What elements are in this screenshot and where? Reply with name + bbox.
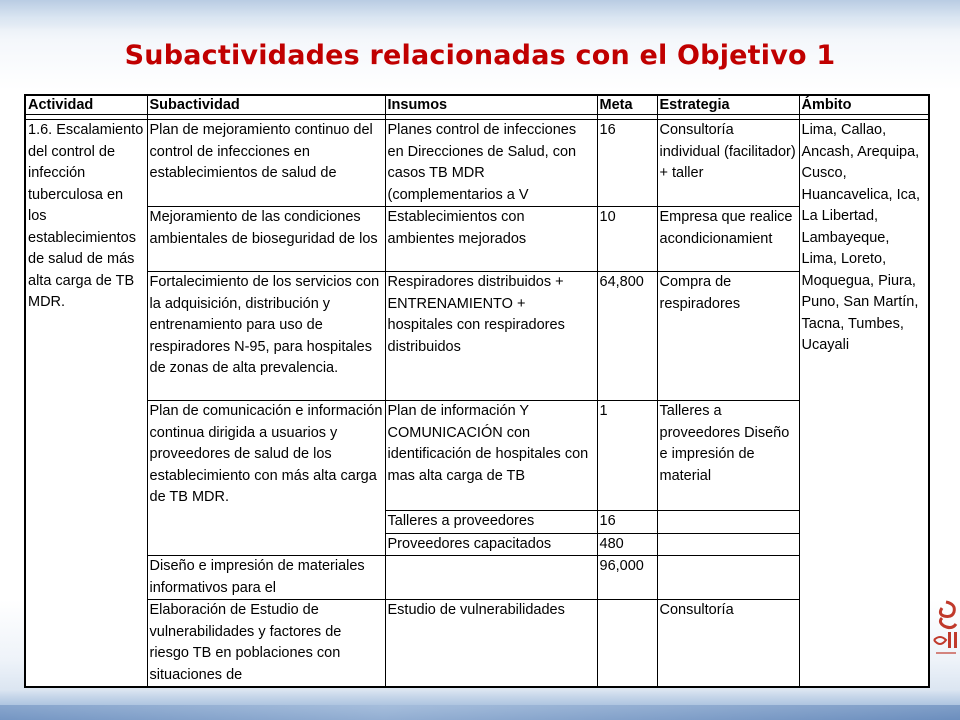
meta-cell: 480 — [597, 533, 657, 556]
table-header-row — [25, 95, 929, 115]
meta-cell: 16 — [597, 120, 657, 207]
insumos-cell: Proveedores capacitados — [385, 533, 597, 556]
meta-cell: 1 — [597, 401, 657, 511]
estrategia-cell — [657, 533, 799, 556]
table-row — [25, 600, 929, 688]
estrategia-cell: Consultoría individual (facilitador) + taller — [657, 120, 799, 207]
bottom-decorative-stripe — [0, 705, 960, 720]
table-row — [25, 401, 929, 511]
subactividad-cell: Plan de mejoramiento continuo del control de infecciones en establecimientos de salud de — [147, 120, 385, 207]
estrategia-cell — [657, 556, 799, 600]
table-row — [25, 556, 929, 600]
estrategia-cell — [657, 511, 799, 534]
subactividad-cell: Mejoramiento de las condiciones ambientales de bioseguridad de los — [147, 207, 385, 272]
header-meta: Meta — [597, 95, 657, 115]
estrategia-cell: Talleres a proveedores Diseño e impresión de material — [657, 401, 799, 511]
ambito-cell: Lima, Callao, Ancash, Arequipa, Cusco, Huancavelica, Ica, La Libertad, Lambayeque, Lima, Loreto, Moquegua, Piura, Puno, San Martín, Tacna, Tumbes, Ucayali — [799, 120, 929, 688]
insumos-cell — [385, 556, 597, 600]
insumos-cell: Respiradores distribuidos + ENTRENAMIENTO + hospitales con respiradores distribuidos — [385, 272, 597, 401]
header-estrategia: Estrategia — [657, 95, 799, 115]
meta-cell: 16 — [597, 511, 657, 534]
insumos-cell: Establecimientos con ambientes mejorados — [385, 207, 597, 272]
insumos-cell: Plan de información Y COMUNICACIÓN con identificación de hospitales con mas alta carga de TB — [385, 401, 597, 511]
estrategia-cell: Compra de respiradores — [657, 272, 799, 401]
subactivities-table — [24, 94, 930, 688]
table-row — [25, 272, 929, 401]
partial-logo-icon — [928, 596, 960, 680]
meta-cell — [597, 600, 657, 688]
insumos-cell: Planes control de infecciones en Direcciones de Salud, con casos TB MDR (complementarios a V — [385, 120, 597, 207]
meta-cell: 10 — [597, 207, 657, 272]
subactividad-cell: Diseño e impresión de materiales informativos para el — [147, 556, 385, 600]
subactividad-cell: Elaboración de Estudio de vulnerabilidades y factores de riesgo TB en poblaciones con situaciones de — [147, 600, 385, 688]
header-ambito: Ámbito — [799, 95, 929, 115]
subactividad-cell: Fortalecimiento de los servicios con la adquisición, distribución y entrenamiento para uso de respiradores N-95, para hospitales de zonas de alta prevalencia. — [147, 272, 385, 401]
table-row — [25, 207, 929, 272]
meta-cell: 64,800 — [597, 272, 657, 401]
estrategia-cell: Empresa que realice acondicionamient — [657, 207, 799, 272]
subactividad-cell: Plan de comunicación e información continua dirigida a usuarios y proveedores de salud de los establecimiento con más alta carga de TB MDR. — [147, 401, 385, 556]
insumos-cell: Talleres a proveedores — [385, 511, 597, 534]
estrategia-cell: Consultoría — [657, 600, 799, 688]
actividad-cell: 1.6. Escalamiento del control de infección tuberculosa en los establecimientos de salud de más alta carga de TB MDR. — [25, 120, 147, 688]
slide-title: Subactividades relacionadas con el Objetivo 1 — [124, 40, 836, 71]
table-row — [25, 120, 929, 207]
header-actividad: Actividad — [25, 95, 147, 115]
insumos-cell: Estudio de vulnerabilidades — [385, 600, 597, 688]
top-decorative-band — [0, 0, 960, 30]
meta-cell: 96,000 — [597, 556, 657, 600]
header-subactividad: Subactividad — [147, 95, 385, 115]
header-insumos: Insumos — [385, 95, 597, 115]
